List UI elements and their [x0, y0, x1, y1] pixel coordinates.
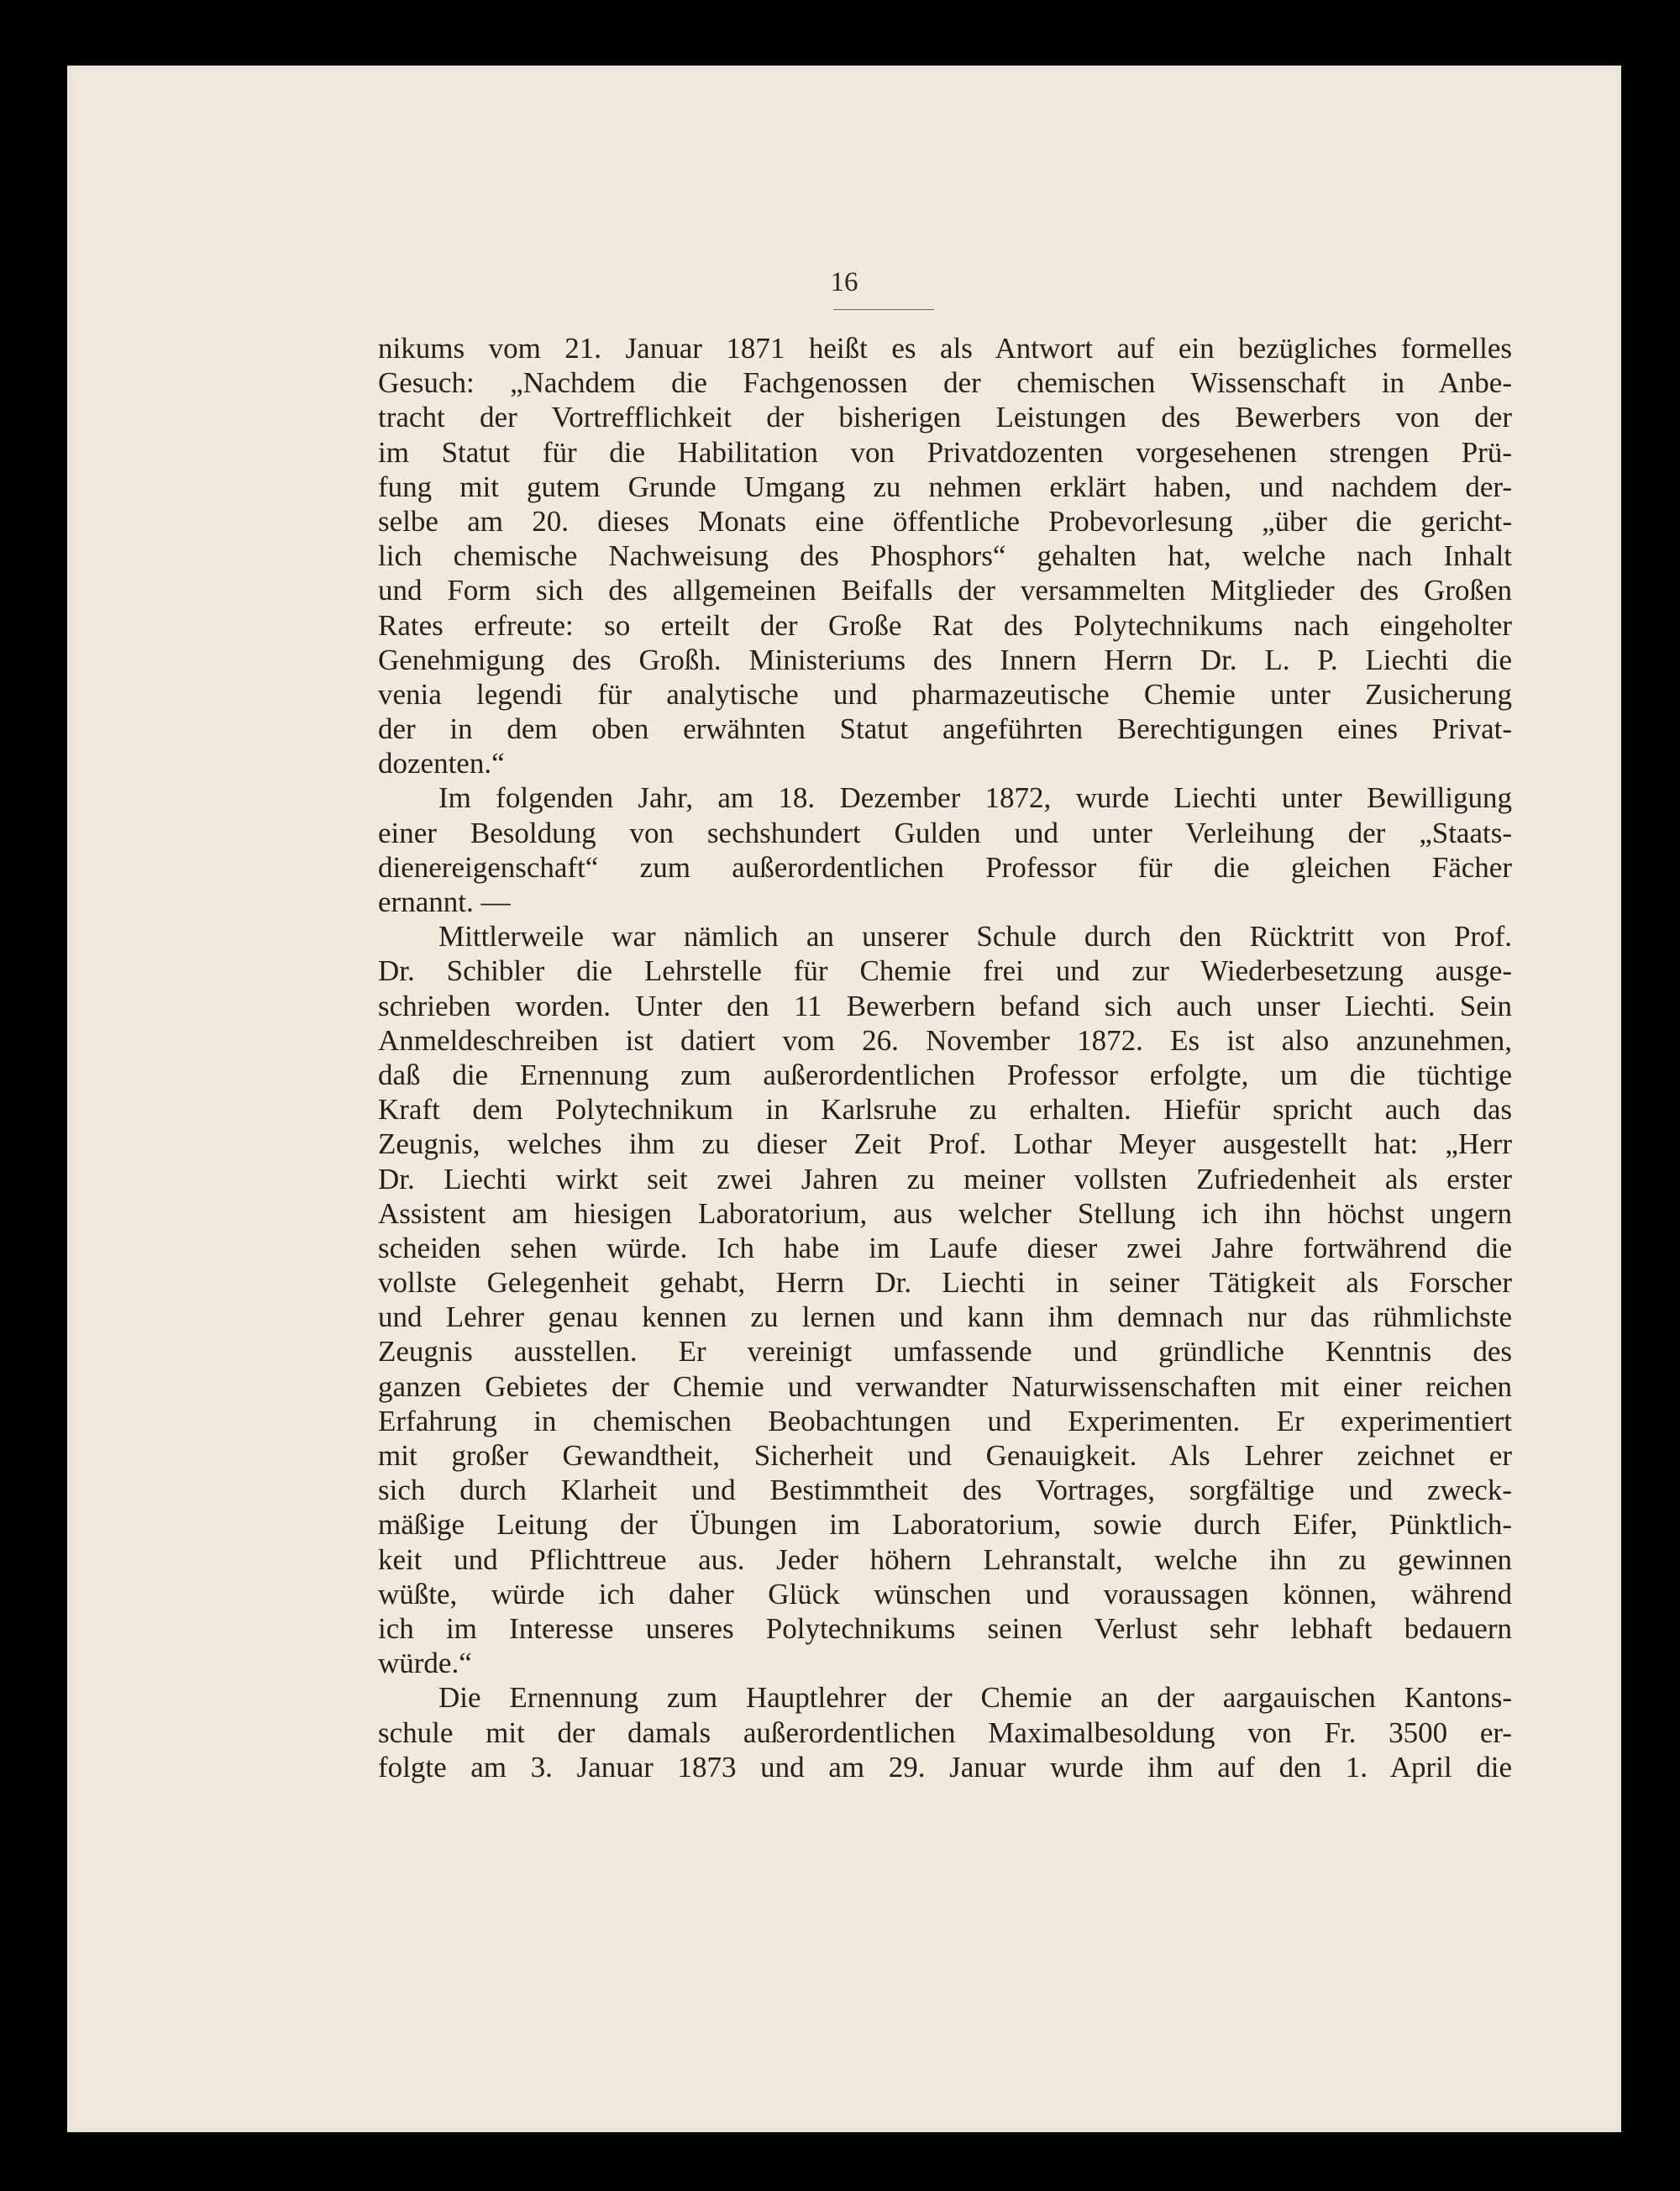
text-line: Dr. Schibler die Lehrstelle für Chemie frei und zur Wiederbesetzung ausge-: [378, 954, 1512, 988]
text-line: ganzen Gebietes der Chemie und verwandter Naturwissenschaften mit einer reichen: [378, 1369, 1512, 1403]
text-line: Kraft dem Polytechnikum in Karlsruhe zu erhalten. Hiefür spricht auch das: [378, 1093, 1512, 1127]
text-line: ernannt. —: [378, 885, 511, 918]
text-line: mit großer Gewandtheit, Sicherheit und Genauigkeit. Als Lehrer zeichnet er: [378, 1439, 1512, 1472]
text-line: Assistent am hiesigen Laboratorium, aus welcher Stellung ich ihn höchst ungern: [378, 1196, 1512, 1230]
text-line: der in dem oben erwähnten Statut angeführten Berechtigungen eines Privat-: [378, 712, 1512, 746]
text-line: einer Besoldung von sechshundert Gulden und unter Verleihung der „Staats-: [378, 816, 1512, 849]
document-page: [67, 66, 1621, 2132]
text-line: Erfahrung in chemischen Beobachtungen und Experimenten. Er experimentiert: [378, 1404, 1512, 1437]
text-line: folgte am 3. Januar 1873 und am 29. Januar wurde ihm auf den 1. April die: [378, 1750, 1512, 1784]
text-line: tracht der Vortrefflichkeit der bisherigen Leistungen des Bewerbers von der: [378, 401, 1512, 434]
text-line: und Form sich des allgemeinen Beifalls der versammelten Mitglieder des Großen: [378, 574, 1512, 607]
text-line: Gesuch: „Nachdem die Fachgenossen der chemischen Wissenschaft in Anbe-: [378, 366, 1512, 400]
body-text: [378, 331, 1512, 1784]
text-line: nikums vom 21. Januar 1871 heißt es als Antwort auf ein bezügliches formelles: [378, 332, 1512, 365]
text-line: Im folgenden Jahr, am 18. Dezember 1872, wurde Liechti unter Bewilligung: [438, 781, 1512, 815]
text-line: Rates erfreute: so erteilt der Große Rat des Polytechnikums nach eingeholter: [378, 608, 1512, 642]
text-line: wüßte, würde ich daher Glück wünschen und voraussagen können, während: [378, 1577, 1512, 1610]
text-line: Genehmigung des Großh. Ministeriums des Innern Herrn Dr. L. P. Liechti die: [378, 643, 1512, 676]
text-line: scheiden sehen würde. Ich habe im Laufe dieser zwei Jahre fortwährend die: [378, 1231, 1512, 1264]
text-line: lich chemische Nachweisung des Phosphors“ gehalten hat, welche nach Inhalt: [378, 539, 1512, 573]
text-line: würde.“: [378, 1647, 472, 1680]
text-line: keit und Pflichttreue aus. Jeder höhern Lehranstalt, welche ihn zu gewinnen: [378, 1542, 1512, 1576]
text-line: dienereigenschaft“ zum außerordentlichen Professor für die gleichen Fächer: [378, 850, 1512, 884]
text-line: fung mit gutem Grunde Umgang zu nehmen erklärt haben, und nachdem der-: [378, 470, 1512, 503]
text-line: schule mit der damals außerordentlichen Maximalbesoldung von Fr. 3500 er-: [378, 1715, 1512, 1749]
text-line: sich durch Klarheit und Bestimmtheit des Vortrages, sorgfältige und zweck-: [378, 1474, 1512, 1507]
text-line: ich im Interesse unseres Polytechnikums seinen Verlust sehr lebhaft bedauern: [378, 1611, 1512, 1645]
text-line: dozenten.“: [378, 747, 505, 780]
text-line: Dr. Liechti wirkt seit zwei Jahren zu meiner vollsten Zufriedenheit als erster: [378, 1162, 1512, 1195]
text-line: und Lehrer genau kennen zu lernen und kann ihm demnach nur das rühmlichste: [378, 1300, 1512, 1334]
text-line: Die Ernennung zum Hauptlehrer der Chemie an der aargauischen Kantons-: [438, 1681, 1512, 1715]
text-line: venia legendi für analytische und pharmazeutische Chemie unter Zusicherung: [378, 677, 1512, 711]
text-line: im Statut für die Habilitation von Privatdozenten vorgesehenen strengen Prü-: [378, 435, 1512, 469]
text-line: Anmeldeschreiben ist datiert vom 26. November 1872. Es ist also anzunehmen,: [378, 1023, 1512, 1057]
text-line: Mittlerweile war nämlich an unserer Schule durch den Rücktritt von Prof.: [438, 920, 1512, 954]
text-line: selbe am 20. dieses Monats eine öffentliche Probevorlesung „über die gericht-: [378, 504, 1512, 538]
text-line: daß die Ernennung zum außerordentlichen Professor erfolgte, um die tüchtige: [378, 1058, 1512, 1091]
text-line: Zeugnis, welches ihm zu dieser Zeit Prof. Lothar Meyer ausgestellt hat: „Herr: [378, 1127, 1512, 1161]
text-line: Zeugnis ausstellen. Er vereinigt umfassende und gründliche Kenntnis des: [378, 1335, 1512, 1369]
page-number-rule: [833, 309, 934, 310]
page-number: 16: [830, 267, 858, 297]
text-line: mäßige Leitung der Übungen im Laboratorium, sowie durch Eifer, Pünktlich-: [378, 1508, 1512, 1542]
text-line: vollste Gelegenheit gehabt, Herrn Dr. Liechti in seiner Tätigkeit als Forscher: [378, 1266, 1512, 1300]
text-line: schrieben worden. Unter den 11 Bewerbern befand sich auch unser Liechti. Sein: [378, 989, 1512, 1022]
